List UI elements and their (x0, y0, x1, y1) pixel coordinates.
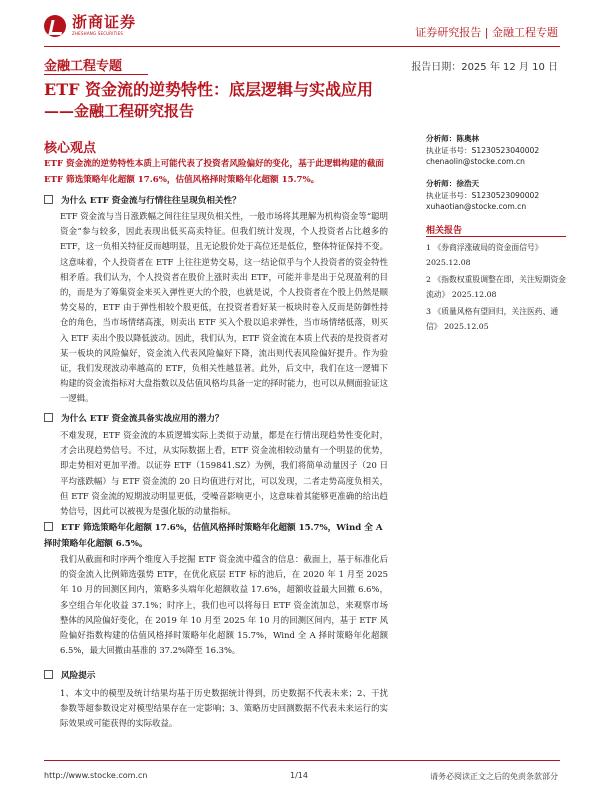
section-underline (44, 74, 148, 75)
core-view-summary: ETF 资金流的逆势特性本质上可能代表了投资者风险偏好的变化，基于此逻辑构建的截面 ETF 筛选策略年化超额 17.6%，估值风格择时策略年化超额 15.7%。 (44, 159, 385, 185)
section-body-1: ETF 资金流与当日涨跌幅之间往往呈现负相关性，一般市场将其理解为机构资金等“聪明资金”参与较多，因此表现出低买高卖特征。但我们统计发现，个人投资者占比越多的 ETF，这一负相关特征反而越明显，且无论股价处于高位还是低位，整体特征保持不变。这意味着，个人投资者在 ETF 上往往逆势交易，这一结论似乎与个人投资者的资金特性相矛盾。我们认为，个人投资者在股价上涨时卖出 ETF，可能并非是出于兑现盈利的目的，而是为了筹集资金来买入弹性更大的个股，也就是说，个人投资者在个股上仍然是顺势交易的，ETF 由于弹性相较个股更低，在投资者看好某一板块时卷入反而是防御性持仓的角色，当市场情绪高涨，则卖出 ETF 买入个股以追求弹性，当市场情绪低落，则买入 ETF 卖出个股以降低波动。因此，我们认为，ETF 资金流在本质上代表的是投资者对某一板块的风险偏好，资金流入代表风险偏好下降，流出则代表风险偏好提升。作为验证，我们发现波动率越高的 ETF，负相关性越显著。此外，后文中，我们在这一逻辑下构建的资金流指标对大盘指数以及估值风格均具备一定的择时能力，也可以从侧面验证这一逻辑。 (60, 211, 388, 404)
footer-disclaimer: 请务必阅读正文之后的免责条款部分 (430, 772, 558, 781)
core-view-heading: 核心观点 (44, 141, 97, 156)
section-heading-text: 为什么 ETF 资金流与行情往往呈现负相关性？ (61, 196, 241, 206)
related-report-item[interactable]: 3 《质量风格有望回归，关注医药、通信》 2025.12.05 (426, 307, 559, 331)
section-body-3: 我们从截面和时序两个维度入手挖掘 ETF 资金流中蕴含的信息：截面上，基于标准化后的资金流入比例筛选强势 ETF，在优化底层 ETF 标的池后，在 2020 年 1 月至 2025 年 10 月的回测区间内，策略多头端年化超额收益 17.6%，超额收益最大回撤 6.6%，多空组合年化收益 37.1%；时序上，我们也可以将每日 ETF 资金流加总，来观察市场整体的风险偏好变化，在 2019 年 10 月至 2025 年 10 月的回测区间内，基于 ETF 风险偏好指数构建的估值风格择时策略年化超额 15.7%，Wind 全 A 择时策略年化超额 6.5%，最大回撤由基准的 37.2%降至 16.3%。 (60, 554, 388, 656)
related-reports-heading: 相关报告 (426, 226, 463, 236)
analyst-email[interactable]: xuhaotian@stocke.com.cn (426, 202, 527, 211)
logo-name-en: ZHESHANG SECURITIES (72, 31, 124, 36)
report-subtitle: ——金融工程研究报告 (44, 102, 195, 120)
footer-url[interactable]: http://www.stocke.com.cn (44, 771, 148, 780)
section-heading-text: ETF 筛选策略年化超额 17.6%，估值风格择时策略年化超额 15.7%，Wind 全 A 择时策略年化超额 6.5%。 (44, 523, 383, 549)
section-heading-2 (44, 411, 388, 427)
report-title: ETF 资金流的逆势特性：底层逻辑与实战应用 (44, 80, 374, 99)
section-heading-1 (44, 193, 388, 209)
related-report-item[interactable]: 1 《券商浮涨破局的资金面信号》 2025.12.08 (426, 243, 543, 267)
logo-name-cn: 浙商证券 (72, 13, 137, 31)
page-number: 1/14 (290, 771, 308, 780)
analyst-name: 分析师：徐浩天 (426, 179, 480, 188)
report-date: 报告日期：2025 年 12 月 10 日 (411, 62, 558, 73)
company-logo (44, 14, 136, 37)
section-heading-text: 为什么 ETF 资金流具备实战应用的潜力？ (61, 414, 224, 424)
analyst-cert: 执业证书号：S1230523040002 (426, 145, 540, 155)
section-heading-3 (44, 520, 388, 552)
section-heading-text: 风险提示 (61, 671, 96, 681)
footer-divider (44, 760, 560, 761)
square-bullet-icon (44, 522, 53, 531)
related-reports-list (426, 240, 566, 336)
section-label: 金融工程专题 (44, 59, 123, 74)
risk-warning-body: 1、本文中的模型及统计结果均基于历史数据统计得到，历史数据不代表未来；2、干扰参数等超参数设定对模型结果存在一定影响；3、策略历史回测数据不代表未来运行的实际效果或可能获得的实际收益。 (60, 688, 388, 729)
logo-icon (44, 15, 66, 37)
report-category: 证券研究报告 | 金融工程专题 (415, 26, 558, 39)
related-reports-divider (426, 236, 566, 237)
header-divider (44, 46, 560, 47)
square-bullet-icon (44, 413, 53, 422)
analyst-name: 分析师：陈奥林 (426, 134, 480, 143)
analyst-card-2 (426, 178, 566, 213)
section-body-2: 不难发现，ETF 资金流的本质逻辑实际上类似于动量，都是在行情出现趋势性变化时，才会出现趋势信号。不过，从实际数据上看，ETF 资金流相较动量有一个明显的优势，即走势相对更加平滑。以证券 ETF（159841.SZ）为例，我们将简单动量因子（20 日平均涨跌幅）与 ETF 资金流的 20 日均值进行对比，可以发现，二者走势高度负相关，但 ETF 资金流的短期波动明显更低，受噪音影响更小，这意味着其能够更准确的给出趋势信号，因此可以被视为是强化版的动量指标。 (60, 430, 388, 517)
analyst-email[interactable]: chenaolin@stocke.com.cn (426, 157, 525, 166)
analyst-card-1 (426, 133, 566, 168)
square-bullet-icon (44, 670, 53, 679)
analyst-cert: 执业证书号：S1230523090002 (426, 190, 540, 200)
related-report-item[interactable]: 2 《指数权重股调整在即，关注短期资金流动》 2025.12.08 (426, 275, 566, 299)
section-heading-risk (44, 668, 388, 684)
square-bullet-icon (44, 195, 53, 204)
